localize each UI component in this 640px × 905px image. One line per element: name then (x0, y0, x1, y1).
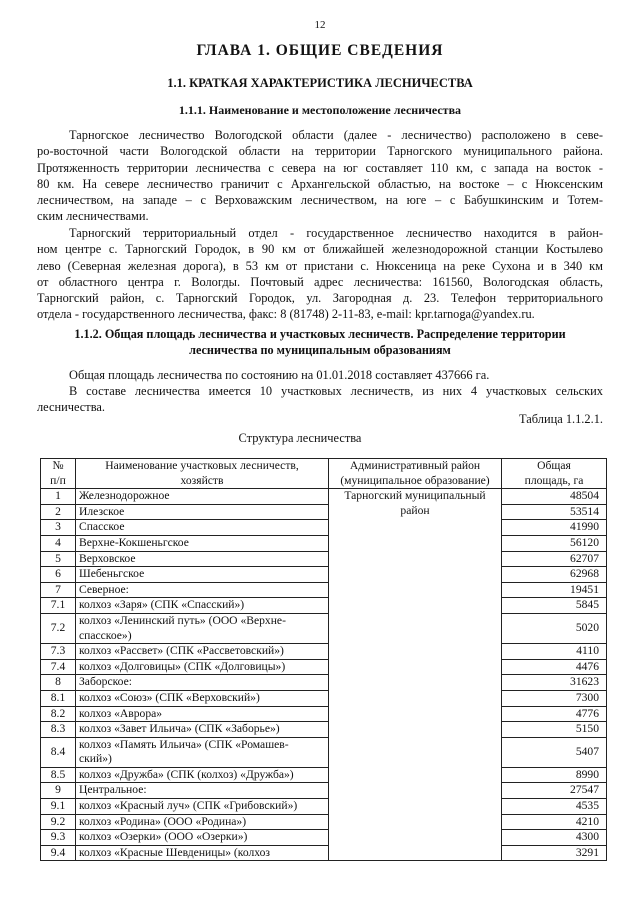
row-name-line: Шебеньгское (79, 567, 145, 581)
table-row (41, 722, 607, 738)
district-line: район (400, 503, 430, 517)
paragraph-line: Тарногское лесничество Вологодской области (далее - лесничество) расположено в севе- (69, 128, 603, 142)
paragraph-line: Тарногский территориальный отдел - государственное лесничество находится в район- (69, 226, 603, 240)
table-row (41, 845, 607, 861)
row-name (76, 767, 329, 783)
row-area: 4776 (502, 706, 607, 722)
table-row (41, 814, 607, 830)
row-name (76, 722, 329, 738)
table-row (41, 598, 607, 614)
row-number: 7.4 (41, 659, 76, 675)
row-name-line: Верховское (79, 551, 136, 565)
header-line: Общая (537, 459, 571, 472)
paragraph-line: 80 км. На севере лесничество граничит с Архангельской областью, на востоке – с Нюксенским (37, 176, 603, 191)
row-name-line: Верхне-Кокшеньгское (79, 535, 189, 549)
row-number: 4 (41, 535, 76, 551)
paragraph-location (37, 127, 603, 225)
row-name-line: колхоз «Память Ильича» (СПК «Ромашев- (79, 737, 289, 751)
row-name-line: колхоз «Долговицы» (СПК «Долговицы») (79, 659, 286, 673)
header-name (76, 459, 329, 489)
row-name-line: колхоз «Ленинский путь» (ООО «Верхне- (79, 613, 286, 627)
row-name (76, 551, 329, 567)
row-name-line: колхоз «Завет Ильича» (СПК «Заборье») (79, 722, 280, 736)
row-area: 3291 (502, 845, 607, 861)
row-name (76, 520, 329, 536)
row-name (76, 737, 329, 767)
row-name (76, 675, 329, 691)
row-name (76, 504, 329, 520)
row-name-line: колхоз «Заря» (СПК «Спасский») (79, 598, 245, 612)
row-number: 8.3 (41, 722, 76, 738)
row-name (76, 489, 329, 505)
row-name-line: спасское») (79, 628, 132, 642)
paragraph-total-area (37, 367, 603, 383)
forestry-structure-table (40, 458, 607, 861)
page-number: 12 (314, 19, 326, 31)
row-number: 9 (41, 783, 76, 799)
row-area: 5845 (502, 598, 607, 614)
table-row (41, 706, 607, 722)
row-name-line: Железнодорожное (79, 489, 170, 503)
row-name (76, 830, 329, 846)
table-row (41, 551, 607, 567)
row-number: 3 (41, 520, 76, 536)
row-name-line: Спасское (79, 520, 125, 534)
row-number: 7 (41, 582, 76, 598)
row-number: 9.2 (41, 814, 76, 830)
table-body (41, 489, 607, 861)
paragraph-composition (37, 383, 603, 416)
row-name-line: колхоз «Красный луч» (СПК «Грибовский») (79, 799, 298, 813)
subsection-2-title (37, 326, 603, 358)
row-area: 62968 (502, 567, 607, 583)
row-name-line: колхоз «Рассвет» (СПК «Рассветовский») (79, 644, 284, 658)
header-area (502, 459, 607, 489)
row-number: 7.1 (41, 598, 76, 614)
row-area: 53514 (502, 504, 607, 520)
subsection-title: 1.1.1. Наименование и местоположение лесничества (178, 103, 462, 117)
paragraph-line: Тарногский район, с. Тарногский Городок, ул. Загородная д. 23. Телефон территориального (37, 291, 603, 306)
row-name (76, 613, 329, 643)
row-name (76, 659, 329, 675)
paragraph-line: отдела - государственного лесничества, факс: 8 (81748) 2-11-83, e-mail: kpr.tarnoga@yandex.ru. (37, 307, 535, 322)
paragraph-line: от областного центра г. Вологды. Почтовый адрес лесничества: 161560, Вологодская область, (37, 274, 603, 289)
row-name-line: колхоз «Дружба» (СПК (колхоз) «Дружба») (79, 767, 294, 781)
row-area: 56120 (502, 535, 607, 551)
table-row (41, 737, 607, 767)
header-line: п/п (50, 473, 66, 487)
table-row (41, 535, 607, 551)
row-area: 41990 (502, 520, 607, 536)
table-header-row (41, 459, 607, 489)
chapter-title: ГЛАВА 1. ОБЩИЕ СВЕДЕНИЯ (196, 42, 444, 59)
row-name-line: Центральное: (79, 783, 147, 797)
row-number: 9.1 (41, 799, 76, 815)
table-row (41, 567, 607, 583)
table-row (41, 520, 607, 536)
district-line: Тарногский муниципальный (344, 489, 486, 503)
table-row (41, 504, 607, 520)
row-number: 7.2 (41, 613, 76, 643)
row-area: 48504 (502, 489, 607, 505)
header-line: Наименование участковых лесничеств, (105, 459, 299, 472)
row-number: 8.1 (41, 690, 76, 706)
table-row (41, 489, 607, 505)
row-name-line: колхоз «Озерки» (ООО «Озерки») (79, 830, 248, 844)
row-name-line: колхоз «Аврора» (79, 706, 163, 720)
header-line: площадь, га (524, 473, 584, 487)
header-district (329, 459, 502, 489)
table-row (41, 799, 607, 815)
row-area: 4300 (502, 830, 607, 846)
header-num (41, 459, 76, 489)
table-row (41, 613, 607, 643)
paragraph-line: лесничества. (37, 400, 105, 415)
row-name (76, 814, 329, 830)
row-name (76, 845, 329, 861)
row-number: 7.3 (41, 644, 76, 660)
table-row (41, 582, 607, 598)
header-line: № (52, 459, 64, 472)
row-name-line: Северное: (79, 582, 129, 596)
row-number: 8.2 (41, 706, 76, 722)
subsection-2-title-line: лесничества по муниципальным образованиям (189, 343, 451, 357)
paragraph-office (37, 225, 603, 323)
row-area: 4535 (502, 799, 607, 815)
row-name-line: колхоз «Союз» (СПК «Верховский») (79, 690, 260, 704)
table-caption: Структура лесничества (238, 431, 362, 445)
row-name (76, 706, 329, 722)
header-line: хозяйств (180, 473, 224, 487)
row-number: 2 (41, 504, 76, 520)
table-row (41, 659, 607, 675)
row-district (329, 489, 502, 861)
row-name (76, 582, 329, 598)
row-name-line: колхоз «Родина» (ООО «Родина») (79, 814, 247, 828)
paragraph-line: лево (Северная железная дорога), в 53 км от пристани с. Нюксеница на реке Сухона и в 340 км (37, 258, 603, 273)
table-number: Таблица 1.1.2.1. (519, 412, 603, 426)
row-name (76, 783, 329, 799)
paragraph-line: Протяженность территории лесничества с севера на юг составляет 110 км, с запада на восток - (37, 160, 603, 175)
paragraph-line: ном центре с. Тарногский Городок, в 90 км от ближайшей железнодорожной станции Костылево (37, 242, 603, 257)
row-area: 27547 (502, 783, 607, 799)
table-row (41, 783, 607, 799)
row-name (76, 535, 329, 551)
row-area: 4476 (502, 659, 607, 675)
row-number: 9.3 (41, 830, 76, 846)
paragraph-line: ским лесничествами. (37, 209, 149, 224)
row-area: 5150 (502, 722, 607, 738)
row-name-line: ский») (79, 752, 112, 766)
subsection-2-title-line: 1.1.2. Общая площадь лесничества и участковых лесничеств. Распределение территории (74, 327, 566, 341)
row-area: 4210 (502, 814, 607, 830)
row-name (76, 690, 329, 706)
paragraph-line: В составе лесничества имеется 10 участковых лесничеств, из них 4 участковых сельских (69, 384, 603, 398)
table-row (41, 690, 607, 706)
row-number: 5 (41, 551, 76, 567)
row-number: 1 (41, 489, 76, 505)
header-line: Административный район (349, 459, 481, 472)
table-row (41, 644, 607, 660)
row-area: 62707 (502, 551, 607, 567)
row-number: 8.4 (41, 737, 76, 767)
row-name-line: колхоз «Красные Шевденицы» (колхоз (79, 845, 270, 859)
row-area: 5407 (502, 737, 607, 767)
row-name (76, 644, 329, 660)
row-number: 8 (41, 675, 76, 691)
paragraph-line: лесничеством, на западе – с Верховажским лесничеством, на юге – с Бабушкинским и Тотем- (37, 193, 603, 208)
row-name-line: Заборское: (79, 675, 132, 689)
paragraph-line: ро-восточной части Вологодской области на территории Тарногского муниципального района. (37, 144, 603, 159)
row-number: 9.4 (41, 845, 76, 861)
header-line: (муниципальное образование) (340, 473, 490, 487)
row-name (76, 799, 329, 815)
row-area: 4110 (502, 644, 607, 660)
row-name (76, 567, 329, 583)
table-row (41, 830, 607, 846)
row-area: 7300 (502, 690, 607, 706)
row-area: 19451 (502, 582, 607, 598)
row-name-line: Илезское (79, 504, 125, 518)
section-title: 1.1. КРАТКАЯ ХАРАКТЕРИСТИКА ЛЕСНИЧЕСТВА (167, 76, 473, 90)
row-number: 8.5 (41, 767, 76, 783)
paragraph-line: Общая площадь лесничества по состоянию на 01.01.2018 составляет 437666 га. (69, 368, 490, 382)
row-area: 31623 (502, 675, 607, 691)
row-area: 5020 (502, 613, 607, 643)
row-number: 6 (41, 567, 76, 583)
table-row (41, 675, 607, 691)
row-area: 8990 (502, 767, 607, 783)
table-row (41, 767, 607, 783)
row-name (76, 598, 329, 614)
